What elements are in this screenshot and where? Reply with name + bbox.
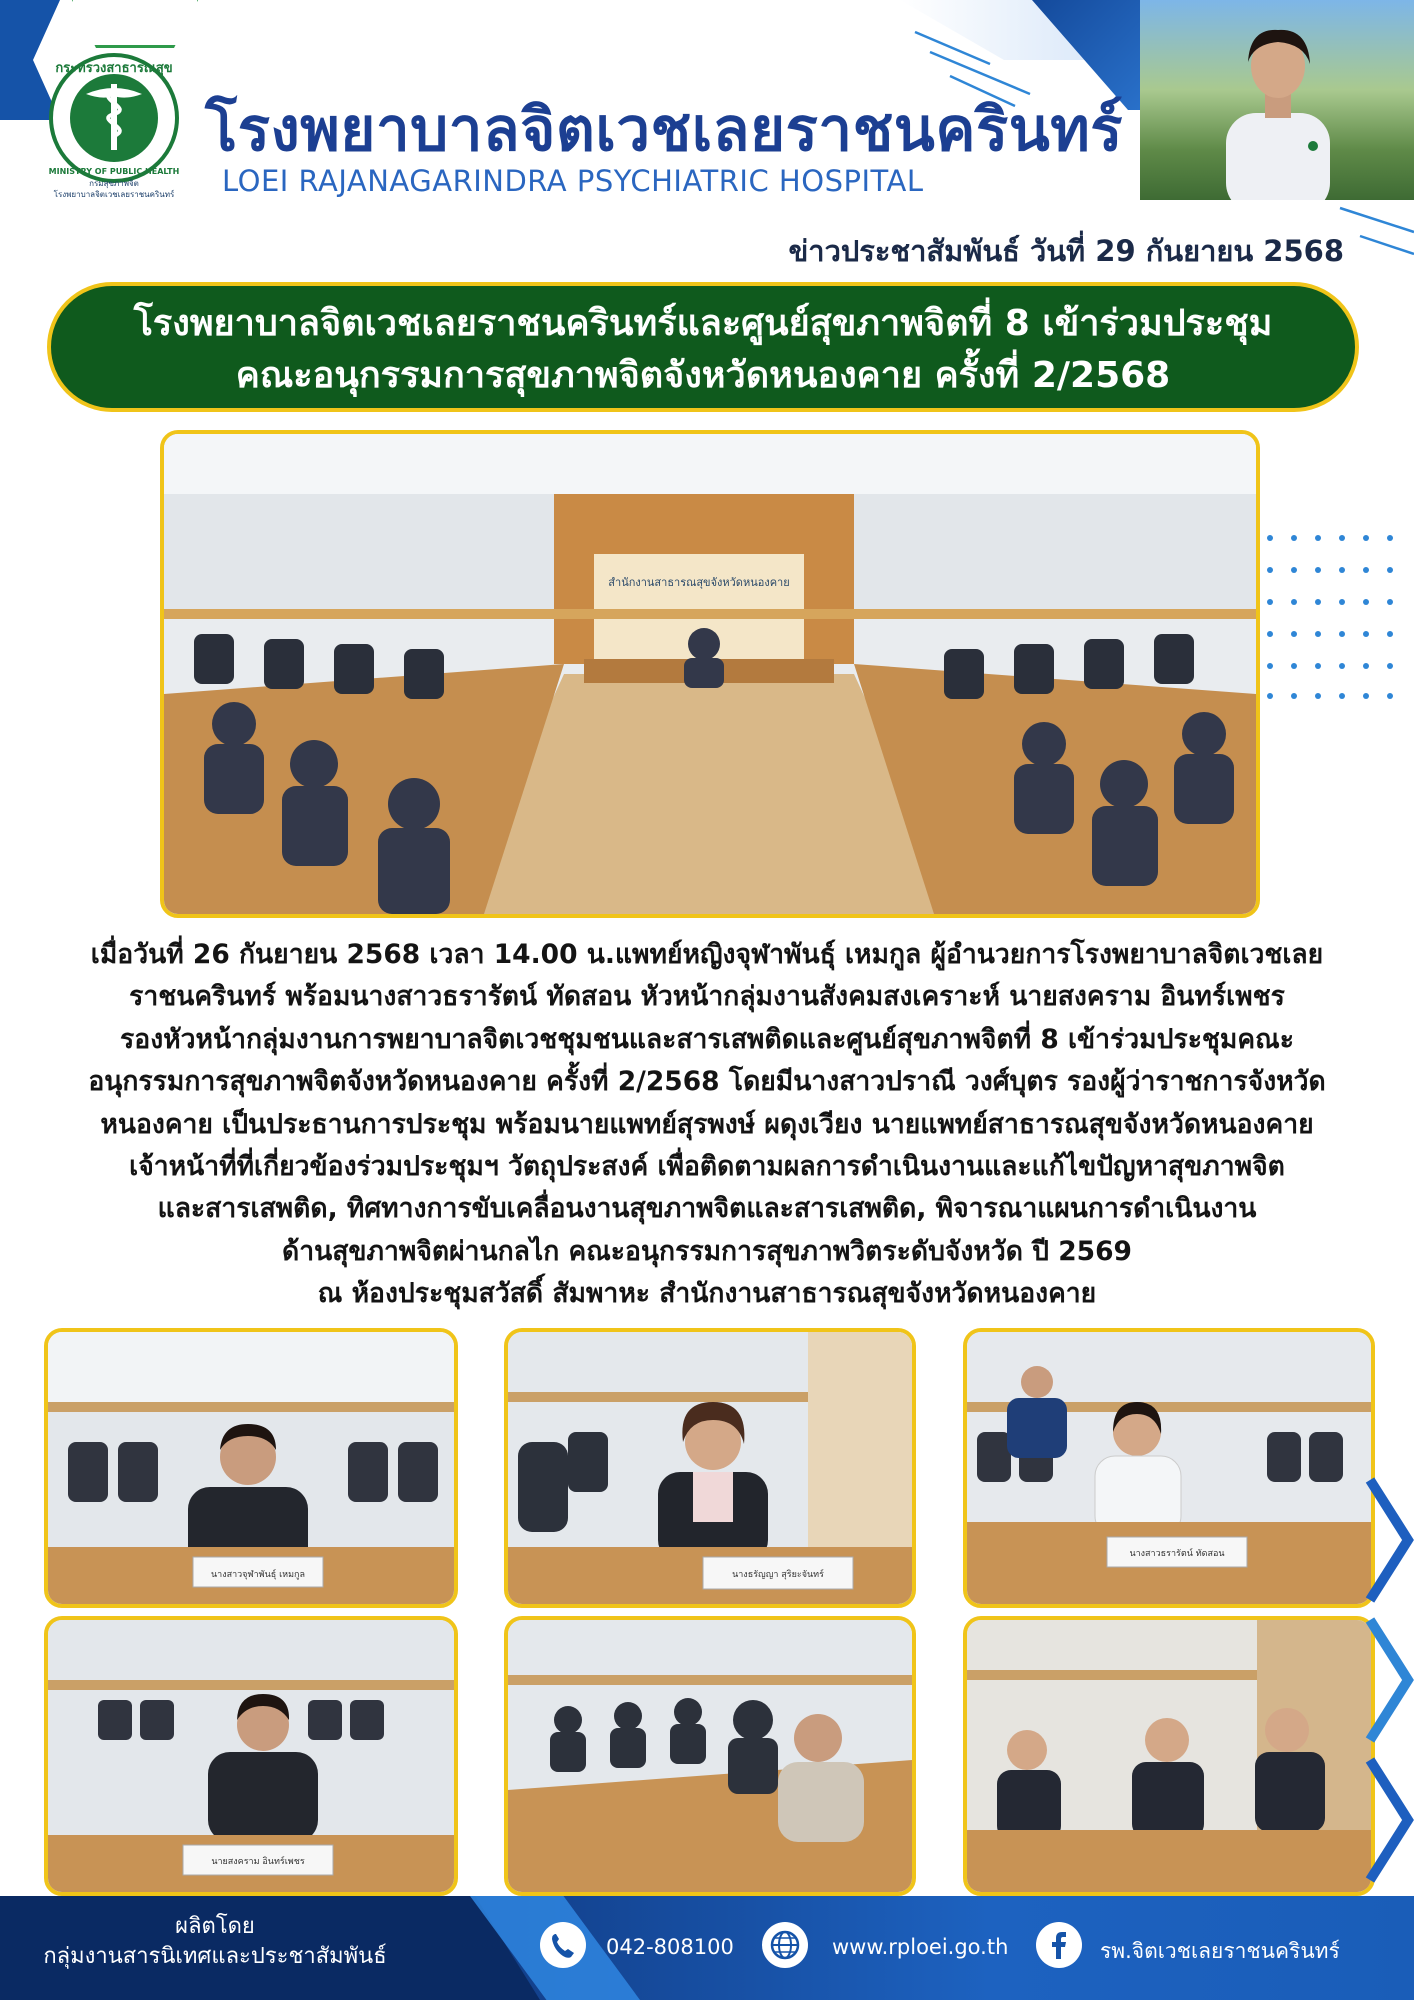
producer-credit <box>30 1912 400 1972</box>
hospital-title-th: โรงพยาบาลจิตเวชเลยราชนครินทร์ <box>205 95 1123 165</box>
headline-line-2: คณะอนุกรรมการสุขภาพจิตจังหวัดหนองคาย ครั้งที่ 2/2568 <box>235 355 1171 396</box>
producer-name: กลุ่มงานสารนิเทศและประชาสัมพันธ์ <box>43 1944 387 1969</box>
person-illustration <box>1218 18 1338 200</box>
logo-subtext-2: โรงพยาบาลจิตเวชเลยราชนครินทร์ <box>53 190 175 199</box>
headline-line-1: โรงพยาบาลจิตเวชเลยราชนครินทร์และศูนย์สุขภาพจิตที่ 8 เข้าร่วมประชุม <box>133 303 1273 344</box>
logo-text-top: กระทรวงสาธารณสุข <box>55 61 173 76</box>
facebook-icon <box>1036 1922 1082 1968</box>
headline-banner <box>47 282 1359 412</box>
gallery-photo-6 <box>963 1616 1375 1896</box>
gallery-photo-3 <box>963 1328 1375 1608</box>
news-date: ข่าวประชาสัมพันธ์ วันที่ 29 กันยายน 2568 <box>788 234 1344 268</box>
body-line-4: อนุกรรมการสุขภาพจิตจังหวัดหนองคาย ครั้งที่ 2/2568 โดยมีนางสาวปราณี วงศ์บุตร รองผู้ว่าราชการจังหวัด <box>88 1066 1326 1098</box>
gallery-photo-5 <box>504 1616 916 1896</box>
nameplate-1: นางสาวจุฬาพันธุ์ เหมกูล <box>210 1570 306 1580</box>
body-line-7: และสารเสพติด, ทิศทางการขับเคลื่อนงานสุขภาพจิตและสารเสพติด, พิจารณาแผนการดำเนินงาน <box>157 1193 1257 1225</box>
gallery-photo-3-illustration <box>967 1332 1371 1604</box>
facebook-page[interactable]: รพ.จิตเวชเลยราชนครินทร์ <box>1100 1939 1340 1963</box>
gallery-photo-6-illustration <box>967 1620 1371 1892</box>
header-decoration-lines-right <box>1330 200 1414 260</box>
body-line-8: ด้านสุขภาพจิตผ่านกลไก คณะอนุกรรมการสุขภาพวิตระดับจังหวัด ปี 2569 <box>282 1235 1132 1267</box>
hospital-title-en: LOEI RAJANAGARINDRA PSYCHIATRIC HOSPITAL <box>222 164 924 198</box>
main-meeting-photo <box>160 430 1260 918</box>
gallery-photo-4 <box>44 1616 458 1896</box>
director-portrait <box>1140 0 1414 200</box>
phone-number: 042-808100 <box>606 1935 734 1959</box>
dot-pattern-decoration <box>1262 530 1394 700</box>
news-body <box>20 934 1394 1316</box>
body-line-1: เมื่อวันที่ 26 กันยายน 2568 เวลา 14.00 น.แพทย์หญิงจุฬาพันธุ์ เหมกูล ผู้อำนวยการโรงพยาบาลจิตเวชเลย <box>90 939 1324 970</box>
gallery-photo-4-illustration <box>48 1620 454 1892</box>
gallery-photo-1 <box>44 1328 458 1608</box>
ministry-logo <box>36 52 192 188</box>
producer-label: ผลิตโดย <box>175 1914 255 1939</box>
logo-text-bottom: MINISTRY OF PUBLIC HEALTH <box>48 167 180 176</box>
body-line-2: ราชนครินทร์ พร้อมนางสาวธรารัตน์ ทัดสอน หัวหน้ากลุ่มงานสังคมสงเคราะห์ นายสงคราม อินทร์เพชร <box>129 981 1285 1013</box>
gallery-photo-2 <box>504 1328 916 1608</box>
body-line-5: หนองคาย เป็นประธานการประชุม พร้อมนายแพทย์สุรพงษ์ ผดุงเวียง นายแพทย์สาธารณสุขจังหวัดหนองคาย <box>100 1108 1314 1140</box>
nameplate-2: นางธรัญญา สุริยะจันทร์ <box>732 1570 824 1580</box>
body-line-6: เจ้าหน้าที่ที่เกี่ยวข้องร่วมประชุมฯ วัตถุประสงค์ เพื่อติดตามผลการดำเนินงานและแก้ไขปัญหาสุขภาพจิต <box>129 1151 1285 1183</box>
gallery-photo-2-illustration <box>508 1332 912 1604</box>
globe-icon <box>762 1922 808 1968</box>
website-link[interactable]: www.rploei.go.th <box>832 1935 1009 1959</box>
nameplate-4: นายสงคราม อินทร์เพชร <box>211 1857 305 1867</box>
meeting-room-illustration <box>164 434 1256 914</box>
header-decoration-green <box>70 0 200 48</box>
logo-subtext-1: กรมสุขภาพจิต <box>89 179 139 188</box>
gallery-photo-5-illustration <box>508 1620 912 1892</box>
logo-subtext <box>36 178 192 200</box>
phone-icon <box>540 1922 586 1968</box>
gallery-photo-1-illustration <box>48 1332 454 1604</box>
side-chevron-decoration <box>1360 1470 1414 1890</box>
nameplate-3: นางสาวธรารัตน์ ทัดสอน <box>1129 1549 1225 1559</box>
body-line-9: ณ ห้องประชุมสวัสดิ์ สัมพาหะ สำนักงานสาธารณสุขจังหวัดหนองคาย <box>317 1278 1097 1310</box>
backdrop-sign: สำนักงานสาธารณสุขจังหวัดหนองคาย <box>608 576 790 589</box>
body-line-3: รองหัวหน้ากลุ่มงานการพยาบาลจิตเวชชุมชนและสารเสพติดและศูนย์สุขภาพจิตที่ 8 เข้าร่วมประชุมคณะ <box>120 1023 1294 1055</box>
